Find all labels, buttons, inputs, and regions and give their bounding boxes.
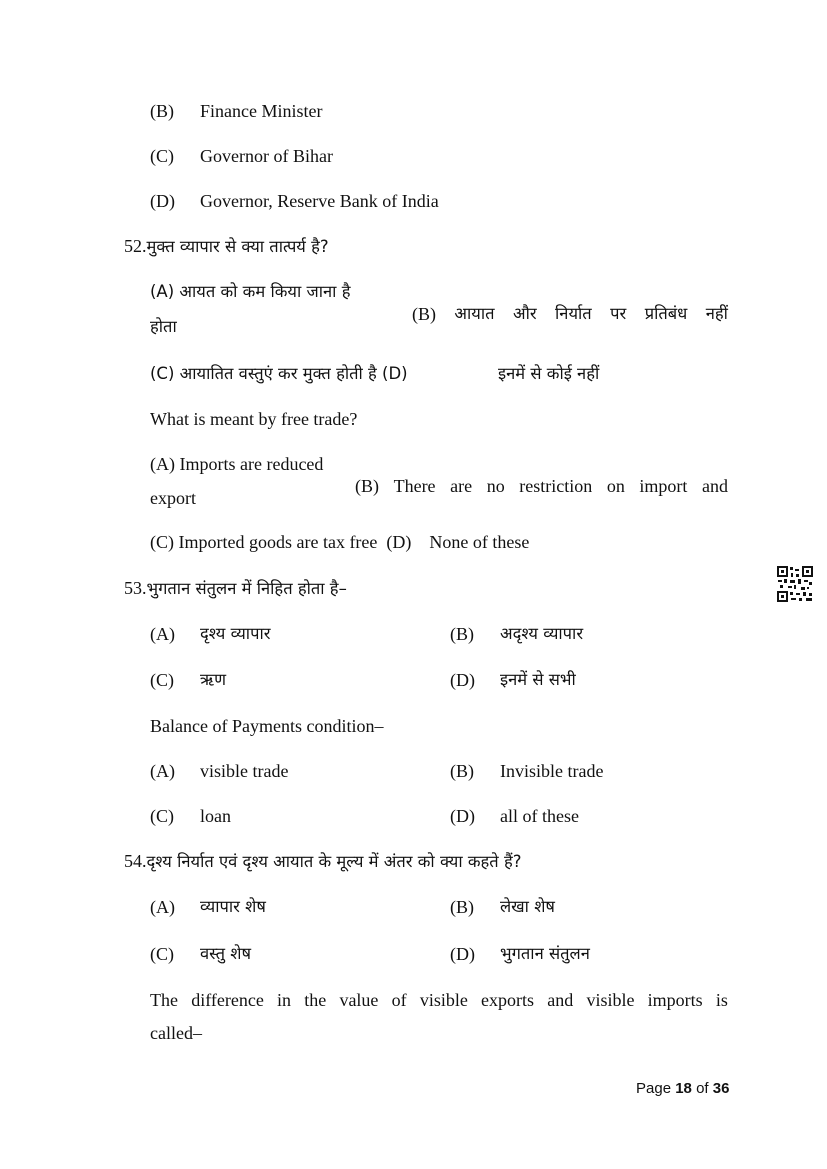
hindi-options-ab (150, 281, 728, 324)
word: and (547, 990, 574, 1010)
option-a-hindi: (A) आयत को कम किया जाना है (150, 282, 351, 301)
option-label: (C) (150, 146, 174, 166)
word: of (391, 990, 407, 1010)
option-text: इनमें से सभी (500, 670, 576, 689)
option-row (150, 943, 251, 965)
option-row (450, 896, 555, 918)
word: प्रतिबंध (644, 304, 688, 323)
word: import (639, 476, 688, 496)
option-text: Governor of Bihar (200, 146, 333, 166)
word: imports (647, 990, 703, 1010)
option-text: loan (200, 806, 231, 826)
of-word: of (696, 1080, 709, 1097)
option-c-hindi: (C) आयातित वस्तुएं कर मुक्त होती है (D) (150, 364, 408, 383)
question-text-hindi: दृश्य निर्यात एवं दृश्य आयात के मूल्य में अंतर को क्या कहते हैं? (146, 852, 522, 871)
option-label: (A) (150, 897, 175, 917)
option-label: (D) (450, 806, 475, 826)
word: on (606, 476, 625, 496)
hindi-options-cd (150, 363, 600, 385)
word: visible (586, 990, 635, 1010)
option-label: (B) (450, 897, 474, 917)
option-label: (A) (150, 761, 175, 781)
question-text-hindi: मुक्त व्यापार से क्या तात्पर्य है? (146, 237, 329, 256)
option-b-hindi-continued: होता (150, 317, 177, 336)
option-row (150, 896, 266, 918)
word: (B) (355, 476, 379, 496)
word: The (150, 990, 178, 1010)
option-label: (C) (150, 944, 174, 964)
option-row (450, 669, 576, 691)
option-row (450, 760, 604, 782)
word: आयात (454, 304, 495, 323)
option-text: दृश्य व्यापार (200, 624, 271, 643)
word: पर (610, 304, 627, 323)
word: नहीं (705, 304, 728, 323)
option-b-english-continued: export (150, 488, 196, 508)
word: difference (191, 990, 264, 1010)
question-text-english: What is meant by free trade? (150, 409, 358, 429)
option-row (150, 190, 439, 212)
option-text: Invisible trade (500, 761, 604, 781)
option-row (150, 669, 227, 691)
word: in (277, 990, 292, 1010)
word: no (486, 476, 505, 496)
option-row (450, 805, 579, 827)
option-text: लेखा शेष (500, 897, 555, 916)
option-label: (D) (450, 670, 475, 690)
english-options-cd: (C) Imported goods are tax free (D) None of these (150, 532, 530, 552)
option-label: (B) (450, 624, 474, 644)
option-label: (A) (150, 624, 175, 644)
question-text-english (150, 989, 728, 1011)
current-page: 18 (675, 1080, 692, 1097)
option-label: (B) (450, 761, 474, 781)
option-row (150, 145, 333, 167)
word: are (450, 476, 473, 496)
question-heading (124, 235, 329, 258)
option-row (150, 623, 271, 645)
question-number: 53. (124, 578, 147, 598)
word: the (304, 990, 327, 1010)
question-heading (124, 850, 521, 873)
word: and (701, 476, 728, 496)
option-row (150, 760, 289, 782)
option-text: भुगतान संतुलन (500, 944, 590, 963)
option-text: Finance Minister (200, 101, 323, 121)
option-b-label: (B) (412, 304, 436, 324)
page-number (636, 1080, 729, 1097)
word: visible (419, 990, 468, 1010)
option-a-english: (A) Imports are reduced (150, 454, 324, 474)
word: exports (481, 990, 535, 1010)
question-text-english: Balance of Payments condition– (150, 716, 384, 736)
option-text: अदृश्य व्यापार (500, 624, 584, 643)
page-word: Page (636, 1080, 672, 1097)
option-text: ऋण (200, 670, 227, 689)
option-text: व्यापार शेष (200, 897, 266, 916)
option-text: वस्तु शेष (200, 944, 251, 963)
option-text: Governor, Reserve Bank of India (200, 191, 439, 211)
question-text-hindi: भुगतान संतुलन में निहित होता है– (146, 579, 347, 598)
english-options-ab (150, 453, 728, 496)
question-number: 54. (124, 851, 147, 871)
total-pages: 36 (712, 1080, 730, 1097)
word: निर्यात (555, 304, 592, 323)
option-d-hindi: इनमें से कोई नहीं (498, 364, 600, 383)
option-row (450, 943, 590, 965)
option-label: (C) (150, 806, 174, 826)
option-label: (C) (150, 670, 174, 690)
word: और (512, 304, 537, 323)
option-b-english (355, 475, 728, 497)
option-label: (B) (150, 101, 174, 121)
word: is (715, 990, 728, 1010)
option-label: (D) (150, 191, 175, 211)
word: restriction (519, 476, 593, 496)
option-text: all of these (500, 806, 579, 826)
question-text-english-continued: called– (150, 1023, 202, 1043)
option-label: (D) (450, 944, 475, 964)
word: value (339, 990, 379, 1010)
option-row (150, 100, 323, 122)
qr-code-icon (776, 565, 814, 603)
word: There (393, 476, 436, 496)
option-text: visible trade (200, 761, 289, 781)
option-row (450, 623, 584, 645)
question-number: 52. (124, 236, 147, 256)
option-row (150, 805, 231, 827)
question-heading (124, 577, 347, 600)
option-b-hindi (412, 303, 728, 325)
